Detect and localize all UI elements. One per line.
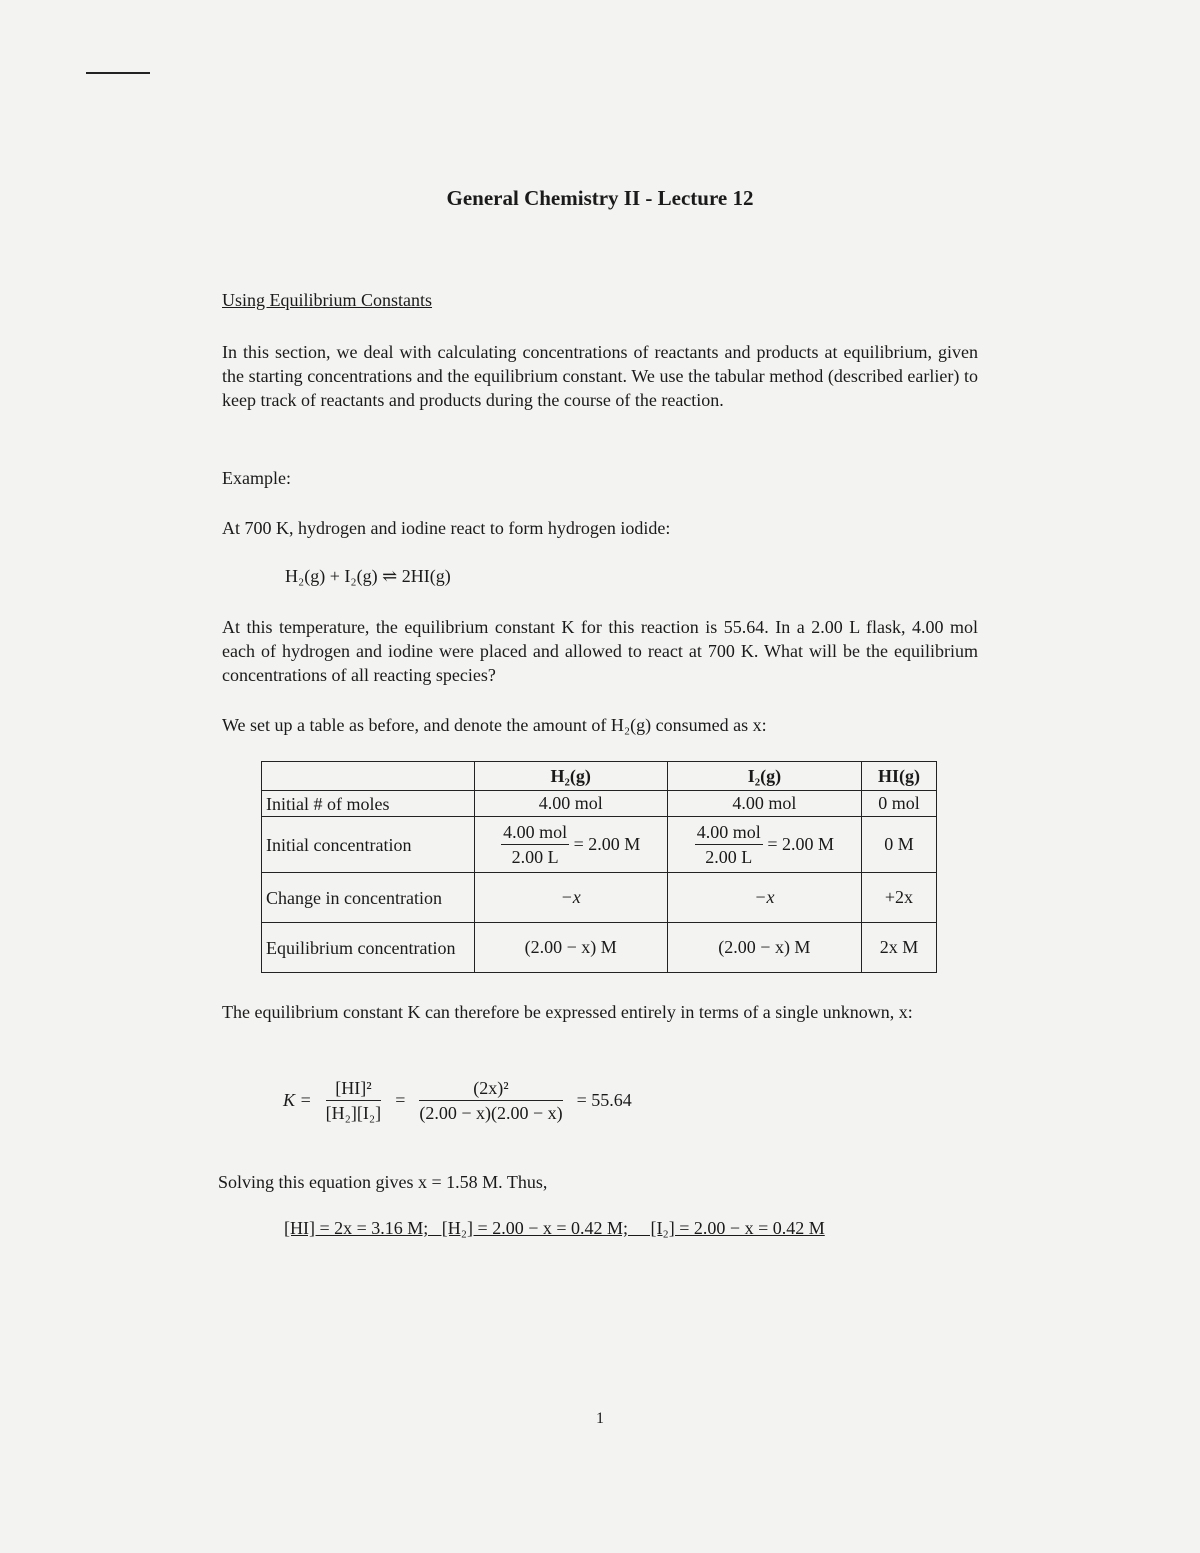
table-row xyxy=(262,923,937,973)
k-value: = 55.64 xyxy=(576,1090,632,1110)
cell-i2-change: −x xyxy=(667,873,861,923)
cell-hi-initial-conc: 0 M xyxy=(861,817,936,873)
k-fraction-2-denominator: (2.00 − x)(2.00 − x) xyxy=(419,1103,563,1123)
cell-i2-initial-conc xyxy=(667,817,861,873)
k-fraction-1 xyxy=(326,1076,382,1125)
cell-hi-equilibrium: 2x M xyxy=(861,923,936,973)
conc-result: = 2.00 M xyxy=(767,834,834,854)
cell-i2-equilibrium: (2.00 − x) M xyxy=(667,923,861,973)
row-label-initial-moles: Initial # of moles xyxy=(262,791,475,817)
k-equals: = xyxy=(395,1090,406,1110)
table-row xyxy=(262,817,937,873)
cell-h2-initial-conc xyxy=(474,817,667,873)
cell-h2-change: −x xyxy=(474,873,667,923)
k-expression xyxy=(283,1076,632,1125)
fraction-numerator: 4.00 mol xyxy=(501,820,569,845)
table-intro: We set up a table as before, and denote the amount of H₂(g) consumed as x: xyxy=(222,715,767,735)
ice-table xyxy=(261,761,937,973)
fraction-denominator: 2.00 L xyxy=(511,847,559,867)
cell-h2-initial-moles: 4.00 mol xyxy=(474,791,667,817)
k-fraction-1-denominator: [H₂][I₂] xyxy=(325,1103,382,1123)
example-label: Example: xyxy=(222,468,291,488)
table-header-blank xyxy=(262,762,475,791)
k-fraction-1-numerator: [HI]² xyxy=(326,1076,382,1101)
cell-i2-initial-moles: 4.00 mol xyxy=(667,791,861,817)
problem-statement: At this temperature, the equilibrium constant K for this reaction is 55.64. In a 2.00 L flask, 4.00 mol each of hydrogen and iodine were placed and allowed to react at 700 K. What will be the equilibrium concentrations of all reacting species? xyxy=(222,617,978,685)
fraction xyxy=(501,820,569,869)
fraction-numerator: 4.00 mol xyxy=(695,820,763,845)
table-row xyxy=(262,873,937,923)
intro-paragraph: In this section, we deal with calculating concentrations of reactants and products at equilibrium, given the starting concentrations and the equilibrium constant. We use the tabular method (described earlier) to keep track of reactants and products during the course of the reaction. xyxy=(222,342,978,410)
cell-hi-change: +2x xyxy=(861,873,936,923)
row-label-initial-conc: Initial concentration xyxy=(262,817,475,873)
k-intro: The equilibrium constant K can therefore be expressed entirely in terms of a single unknown, x: xyxy=(222,1002,913,1022)
table-header-row xyxy=(262,762,937,791)
section-heading: Using Equilibrium Constants xyxy=(222,290,433,310)
final-answer: [HI] = 2x = 3.16 M; [H₂] = 2.00 − x = 0.42 M; [I₂] = 2.00 − x = 0.42 M xyxy=(284,1218,825,1238)
solution-text: Solving this equation gives x = 1.58 M. Thus, xyxy=(218,1172,548,1192)
reaction-equation: H₂(g) + I₂(g) ⇌ 2HI(g) xyxy=(285,566,451,586)
fraction-denominator: 2.00 L xyxy=(705,847,753,867)
table-header-h2: H₂(g) xyxy=(474,762,667,791)
page-edge-mark xyxy=(86,72,150,74)
k-fraction-2-numerator: (2x)² xyxy=(419,1076,562,1101)
cell-hi-initial-moles: 0 mol xyxy=(861,791,936,817)
conc-result: = 2.00 M xyxy=(573,834,641,854)
table-header-hi: HI(g) xyxy=(861,762,936,791)
page-title: General Chemistry II - Lecture 12 xyxy=(446,186,754,210)
table-row xyxy=(262,791,937,817)
table-header-i2: I₂(g) xyxy=(667,762,861,791)
page-number: 1 xyxy=(596,1410,604,1427)
row-label-equilibrium: Equilibrium concentration xyxy=(262,923,475,973)
example-intro: At 700 K, hydrogen and iodine react to form hydrogen iodide: xyxy=(222,518,671,538)
k-fraction-2 xyxy=(419,1076,562,1125)
k-lhs: K = xyxy=(283,1090,312,1110)
row-label-change: Change in concentration xyxy=(262,873,475,923)
fraction xyxy=(695,820,763,869)
cell-h2-equilibrium: (2.00 − x) M xyxy=(474,923,667,973)
